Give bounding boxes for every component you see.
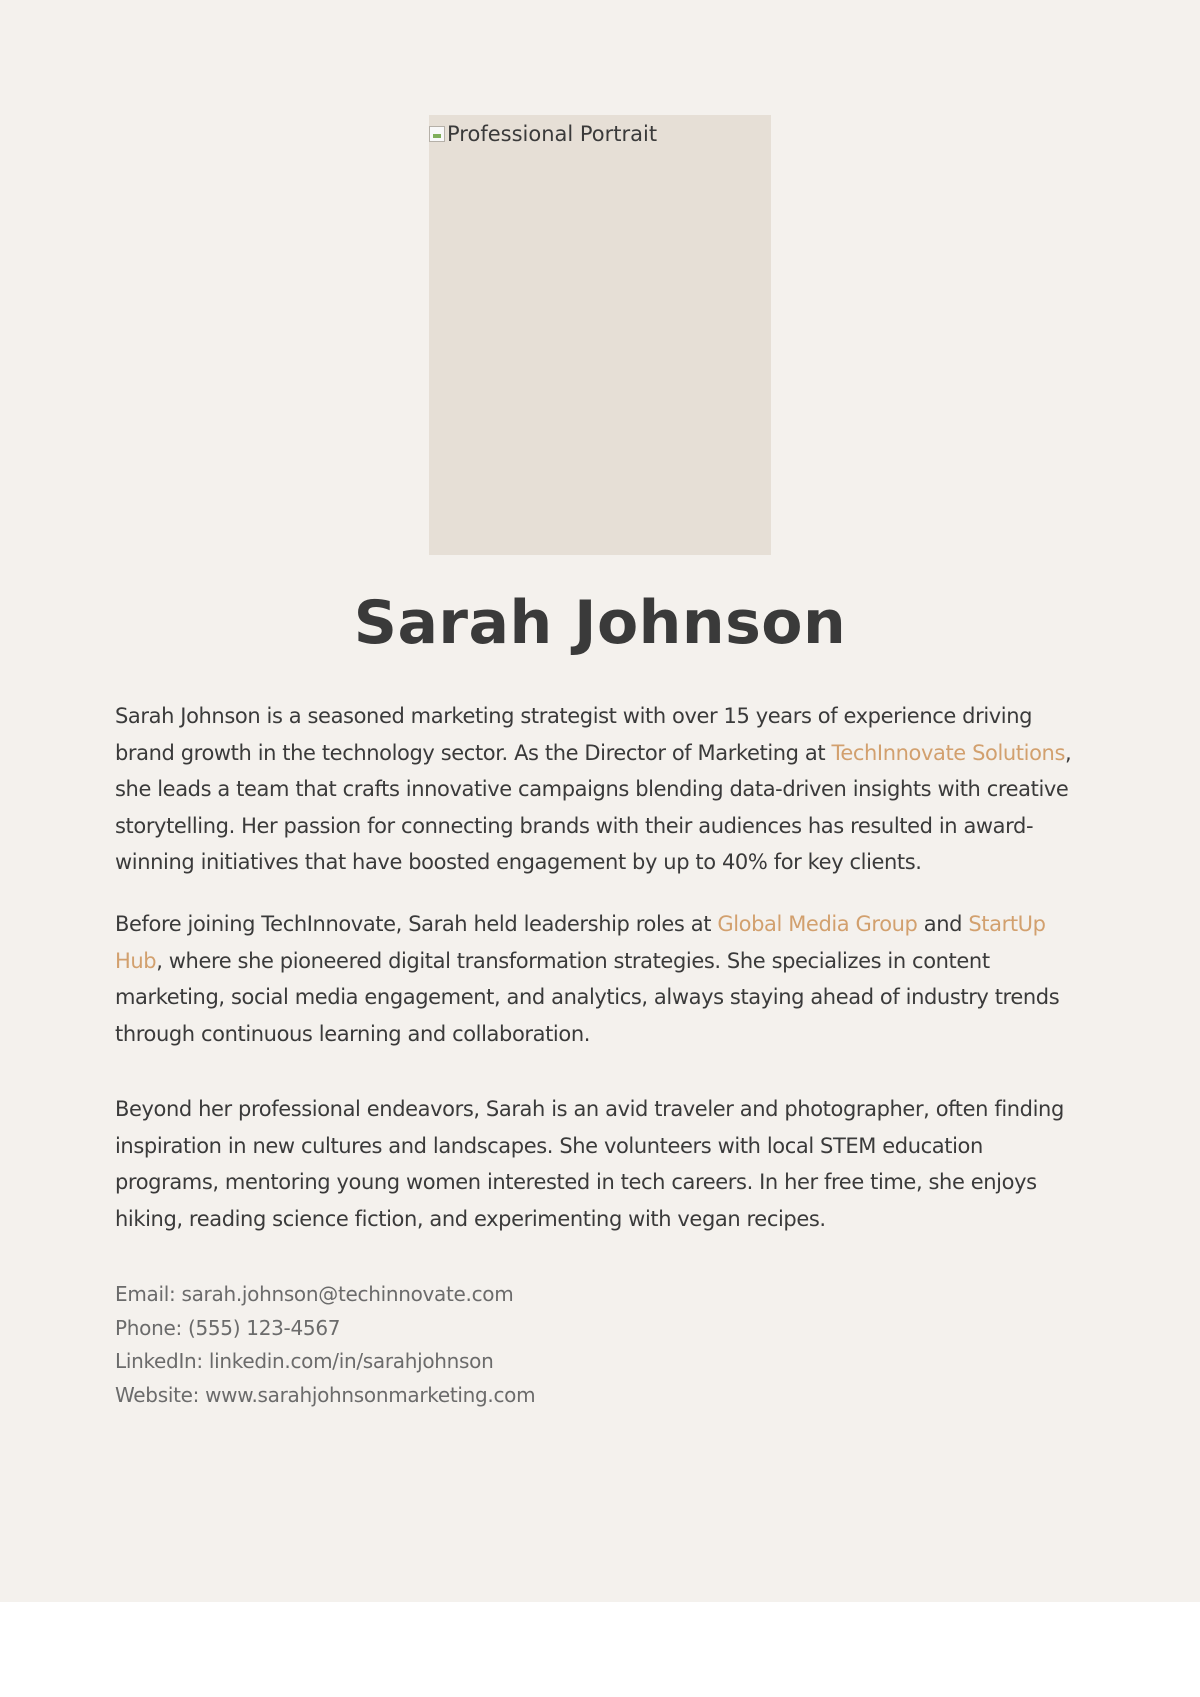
link-global-media-group[interactable]: Global Media Group xyxy=(717,912,918,936)
portrait-image xyxy=(429,115,771,555)
link-startup-hub[interactable]: StartUp Hub xyxy=(115,912,1046,973)
contact-website: Website: www.sarahjohnsonmarketing.com xyxy=(115,1382,536,1407)
bio-text: Before joining TechInnovate, Sarah held leadership roles at xyxy=(115,912,718,936)
bio-paragraph-1 xyxy=(115,698,1090,881)
bio-text: Sarah Johnson is a seasoned marketing strategist with over 15 years of experience driving brand growth in the technology sector. As the Director of Marketing at xyxy=(115,704,1033,765)
bio-paragraph-2 xyxy=(115,906,1090,1052)
portrait-alt-text: Professional Portrait xyxy=(447,122,658,146)
bio-text: and xyxy=(917,912,969,936)
contact-phone: Phone: (555) 123-4567 xyxy=(115,1315,341,1340)
contact-email: Email: sarah.johnson@techinnovate.com xyxy=(115,1282,514,1306)
profile-name: Sarah Johnson xyxy=(353,588,847,658)
bio-text: , where she pioneered digital transformation strategies. She specializes in content marketing, social media engagement, and analytics, always staying ahead of industry trends through continuous learning and collaboration. xyxy=(115,948,1060,1046)
bio-paragraph-3: Beyond her professional endeavors, Sarah is an avid traveler and photographer, often finding inspiration in new cultures and landscapes. She volunteers with local STEM education programs, mentoring young women interested in tech careers. In her free time, she enjoys hiking, reading science fiction, and experimenting with vegan recipes. xyxy=(115,1097,1064,1231)
broken-image-icon xyxy=(429,126,445,142)
bio-text: , she leads a team that crafts innovative campaigns blending data-driven insights with creative storytelling. Her passion for connecting brands with their audiences has resulted in award-winning initiatives that have boosted engagement by up to 40% for key clients. xyxy=(115,740,1072,875)
contact-linkedin: LinkedIn: linkedin.com/in/sarahjohnson xyxy=(115,1349,494,1373)
contact-info xyxy=(115,1278,1090,1412)
portrait-alt-text-wrapper xyxy=(429,122,657,146)
link-techinnovate-solutions[interactable]: TechInnovate Solutions xyxy=(831,740,1065,765)
